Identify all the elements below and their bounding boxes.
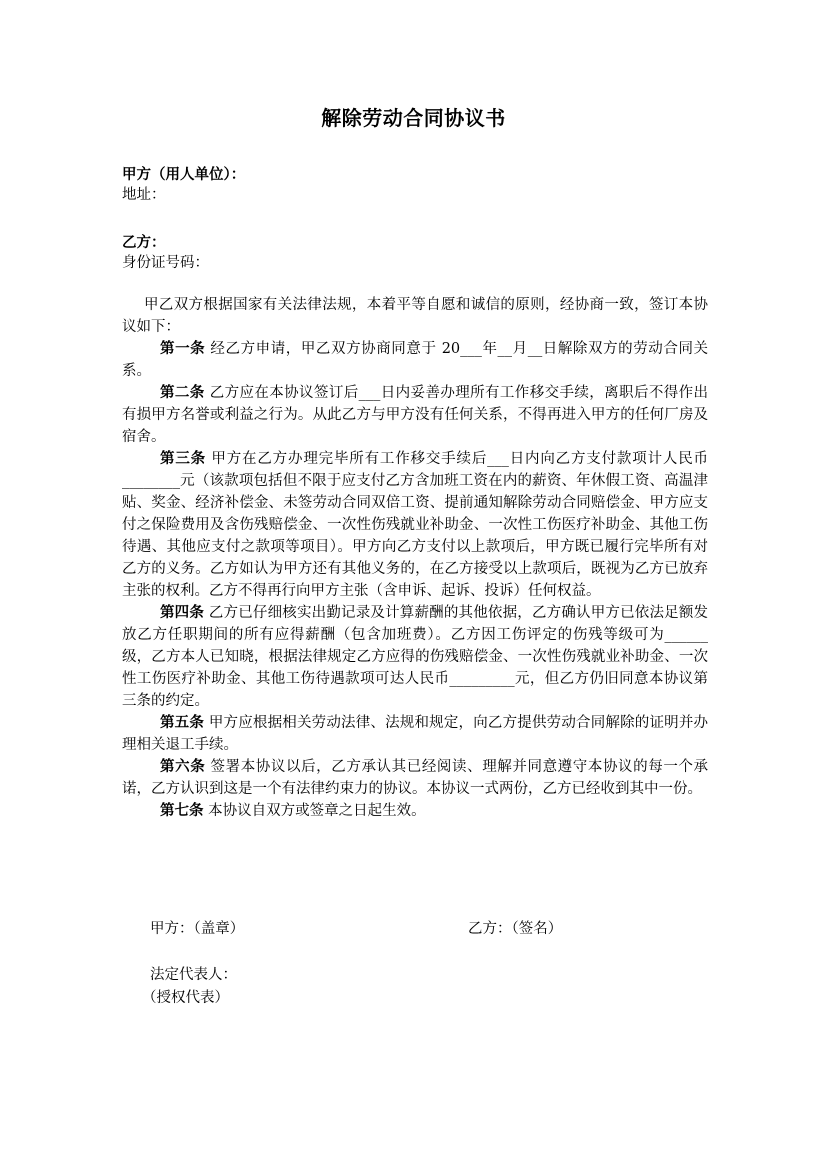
article-text: 签署本协议以后，乙方承认其已经阅读、理解并同意遵守本协议的每一个承诺，乙方认识到这是一个有法律约束力的协议。本协议一式两份，乙方已经收到其中一份。 [122,759,709,797]
article-number: 第三条 [160,450,206,467]
party-b-label: 乙方： [122,234,166,251]
article-2 [122,382,708,448]
party-b-id-label: 身份证号码： [122,255,209,271]
article-number: 第四条 [160,604,205,621]
article-5 [122,712,708,756]
article-text: 甲方应根据相关劳动法律、法规和规定，向乙方提供劳动合同解除的证明并办理相关退工手续。 [122,715,709,753]
article-text: 甲方在乙方办理完毕所有工作移交手续后___日内向乙方支付款项计人民币________元（该款项包括但不限于应支付乙方含加班工资在内的薪资、年休假工资、高温津贴、奖金、经济补偿金、未签劳动合同双倍工资、提前通知解除劳动合同赔偿金、甲方应支付之保险费用及含伤残赔偿金、一次性伤残就业补助金、一次性工伤医疗补助金、其他工伤待遇、其他应支付之款项等项目）。甲方向乙方支付以上款项后，甲方既已履行完毕所有对乙方的义务。乙方如认为甲方还有其他义务的，在乙方接受以上款项后，既视为乙方已放弃主张的权利。乙方不得再行向甲方主张（含申诉、起诉、投诉）任何权益。 [122,451,709,599]
article-4 [122,602,708,712]
article-text: 经乙方申请，甲乙双方协商同意于 20___年__月__日解除双方的劳动合同关系。 [122,341,709,379]
article-number: 第五条 [160,714,205,731]
article-7 [122,800,708,822]
document-title: 解除劳动合同协议书 [321,106,506,130]
party-b-signature: 乙方：（签名） [468,921,563,937]
article-1 [122,338,708,382]
article-text: 本协议自双方或签章之日起生效。 [208,803,426,819]
party-a-signature: 甲方：（盖章） [150,921,245,937]
article-text: 乙方已仔细核实出勤记录及计算薪酬的其他依据，乙方确认甲方已依法足额发放乙方任职期间的所有应得薪酬（包含加班费）。乙方因工伤评定的伤残等级可为______级，乙方本人已知晓，根据法律规定乙方应得的伤残赔偿金、一次性伤残就业补助金、一次性工伤医疗补助金、其他工伤待遇款项可达人民币_________元，但乙方仍旧同意本协议第三条的约定。 [122,605,709,709]
party-a-address-label: 地址： [122,187,166,203]
party-b-section [122,232,209,274]
article-text: 乙方应在本协议签订后___日内妥善办理所有工作移交手续，离职后不得作出有损甲方名誉或利益之行为。从此乙方与甲方没有任何关系，不得再进入甲方的任何厂房及宿舍。 [122,385,709,445]
article-3 [122,448,708,602]
article-number: 第六条 [160,758,206,775]
party-a-label: 甲方（用人单位）： [122,166,246,183]
article-6 [122,756,708,800]
agreement-body [122,294,708,822]
article-number: 第一条 [160,340,206,357]
authorized-representative-label: （授权代表） [142,990,229,1006]
party-a-section [122,164,245,206]
article-number: 第七条 [160,802,204,819]
legal-representative-label: 法定代表人： [150,967,237,983]
intro-paragraph: 甲乙双方根据国家有关法律法规，本着平等自愿和诚信的原则，经协商一致，签订本协议如下： [122,297,708,335]
article-number: 第二条 [160,384,205,401]
